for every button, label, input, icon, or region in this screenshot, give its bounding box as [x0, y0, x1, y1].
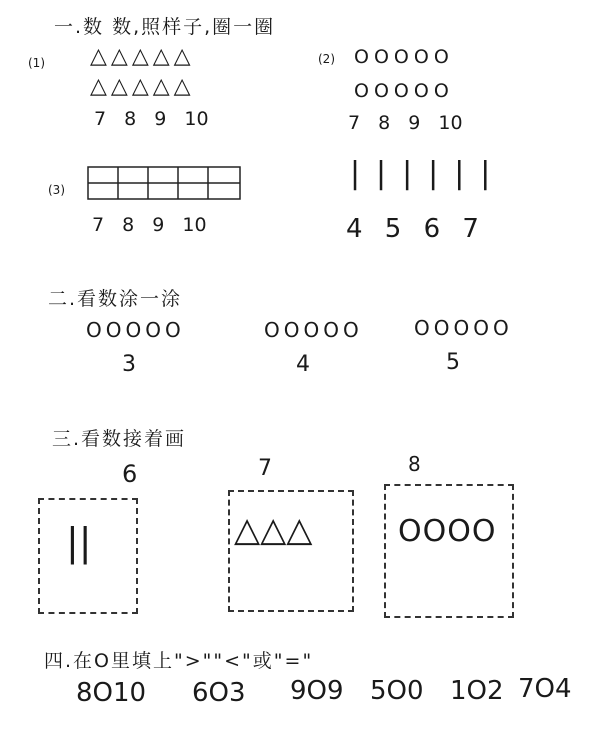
part3-numbers: 7 8 9 10 [92, 214, 207, 236]
section1-title: 一.数 数,照样子,圈一圈 [54, 16, 276, 38]
comparison-5: 1O2 [450, 676, 504, 706]
section2-circles-2: OOOOO [264, 318, 363, 342]
part1-triangles-row2: △△△△△ [90, 74, 195, 99]
part1-numbers: 7 8 9 10 [94, 108, 209, 130]
sticks-numbers: 4 5 6 7 [346, 214, 479, 244]
comparison-2: 6O3 [192, 678, 246, 708]
section2-number-3: 5 [446, 350, 460, 375]
section2-number-2: 4 [296, 352, 310, 377]
part3-grid [84, 164, 244, 204]
box2 [228, 490, 354, 612]
part2-label: (2) [318, 52, 335, 66]
part3-label: (3) [48, 183, 65, 197]
part1-label: (1) [28, 56, 45, 70]
sticks-row: |||||| [346, 156, 503, 191]
section2-number-1: 3 [122, 352, 136, 377]
section3-title: 三.看数接着画 [52, 428, 187, 450]
box2-content: △△△ [234, 510, 313, 550]
box2-number: 7 [258, 456, 272, 481]
section4-title: 四.在O里填上">""<"或"=" [44, 650, 314, 672]
comparison-4: 5O0 [370, 676, 424, 706]
comparison-6: 7O4 [518, 674, 572, 704]
part2-circles-row1: OOOOO [354, 46, 454, 68]
box1-content: || [66, 520, 92, 564]
comparison-1: 8O10 [76, 678, 147, 708]
comparison-3: 9O9 [290, 676, 344, 706]
section2-circles-1: OOOOO [86, 318, 185, 342]
part2-circles-row2: OOOOO [354, 80, 454, 102]
part1-triangles-row1: △△△△△ [90, 44, 195, 69]
box3 [384, 484, 514, 618]
box3-number: 8 [408, 452, 421, 476]
part2-numbers: 7 8 9 10 [348, 112, 463, 134]
box1-number: 6 [122, 460, 138, 488]
box3-content: OOOO [398, 514, 497, 549]
section2-circles-3: OOOOO [414, 316, 513, 340]
section2-title: 二.看数涂一涂 [48, 288, 183, 310]
